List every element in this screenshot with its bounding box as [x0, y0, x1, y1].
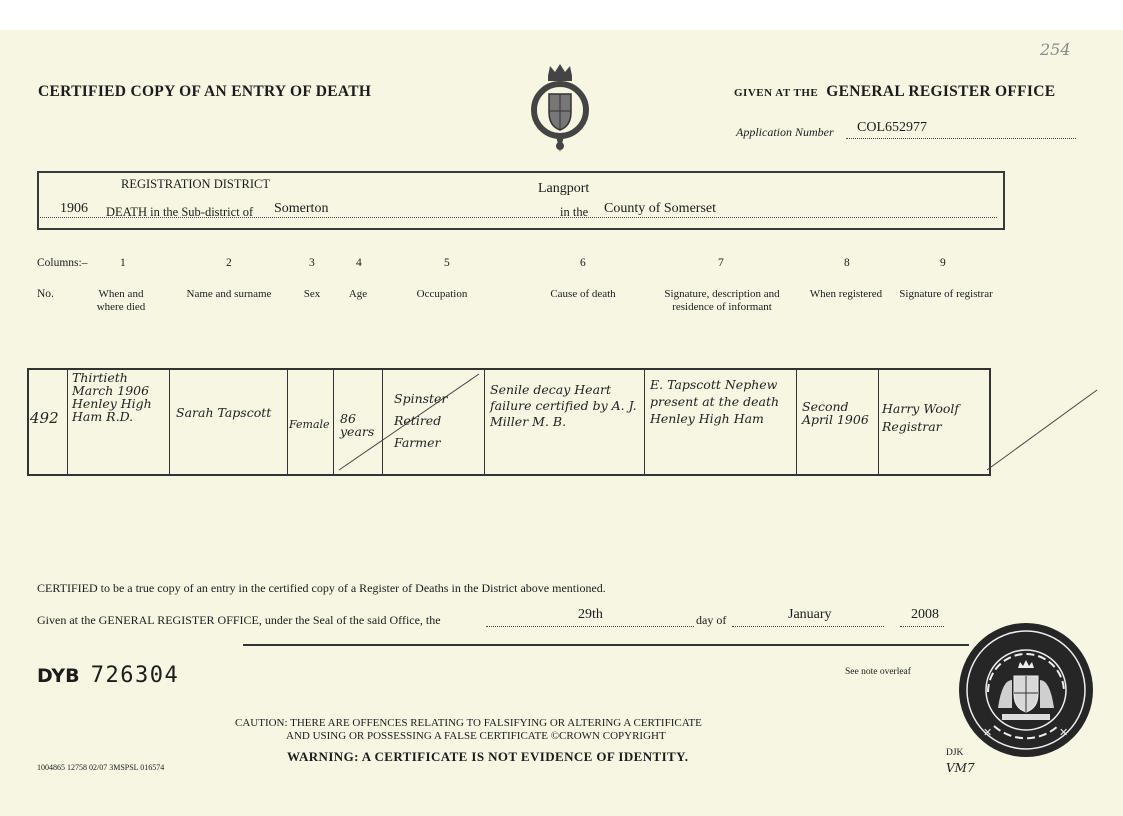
- office-title: GENERAL REGISTER OFFICE: [826, 83, 1056, 100]
- certificate-sheet: [0, 30, 1123, 816]
- entry-number: 492: [30, 409, 59, 427]
- column-number-1: 1: [120, 257, 126, 269]
- registration-district-label: REGISTRATION DISTRICT: [121, 177, 270, 191]
- royal-crest-icon: [530, 62, 590, 154]
- subdistrict: Somerton: [274, 201, 329, 216]
- entry-sex: Female: [289, 418, 330, 431]
- application-number: COL652977: [857, 120, 927, 135]
- registration-district: Langport: [538, 181, 590, 196]
- column-header-informant: Signature, description and residence of informant: [664, 288, 780, 313]
- svg-text:✕: ✕: [1059, 726, 1069, 739]
- column-header-when-where: When and where died: [96, 288, 146, 313]
- entry-informant: E. Tapscott Nephew present at the death Henley High Ham: [650, 377, 780, 426]
- certification-statement: CERTIFIED to be a true copy of an entry in the certified copy of a Register of Deaths in the District above mentioned.: [37, 581, 606, 595]
- footer-code: 1004865 12758 02/07 3MSPSL 016574: [37, 763, 165, 772]
- column-header-name: Name and surname: [186, 288, 272, 300]
- entry-age: 86 years: [340, 411, 375, 439]
- column-header-age: Age: [348, 288, 368, 300]
- certification-year: 2008: [911, 607, 939, 622]
- given-at-heading: [734, 83, 1055, 101]
- column-number-6: 6: [580, 257, 586, 269]
- entry-cause: Senile decay Heart failure certified by A. J. Miller M. B.: [490, 382, 637, 429]
- column-number-8: 8: [844, 257, 850, 269]
- column-header-no: No.: [37, 288, 54, 300]
- entry-when-registered: Second April 1906: [802, 399, 869, 427]
- corner-note: 254: [1040, 40, 1071, 59]
- caution-line-1: CAUTION: THERE ARE OFFENCES RELATING TO FALSIFYING OR ALTERING A CERTIFICATE: [235, 717, 702, 729]
- entry-close-line: [987, 388, 1099, 472]
- certificate-title: CERTIFIED COPY OF AN ENTRY OF DEATH: [38, 83, 372, 100]
- entry-occupation: Spinster Retired Farmer: [394, 391, 448, 450]
- entry-name: Sarah Tapscott: [176, 405, 272, 420]
- caution-line-2: AND USING OR POSSESSING A FALSE CERTIFICATE ©CROWN COPYRIGHT: [286, 730, 666, 742]
- divider-line: [243, 644, 969, 646]
- in-the-label: in the: [560, 205, 589, 219]
- entry-year: 1906: [60, 201, 88, 216]
- day-of-label: day of: [696, 613, 727, 627]
- serial-digits: 726304: [90, 663, 180, 688]
- column-header-when-registered: When registered: [809, 288, 883, 300]
- columns-label: Columns:–: [37, 257, 88, 269]
- subdistrict-label: DEATH in the Sub-district of: [106, 205, 254, 219]
- column-number-2: 2: [226, 257, 232, 269]
- application-number-label: Application Number: [736, 125, 834, 139]
- initials-handwritten: VM7: [946, 761, 975, 775]
- given-at-statement: Given at the GENERAL REGISTER OFFICE, under the Seal of the said Office, the: [37, 613, 441, 627]
- entry-when-where: Thirtieth March 1906 Henley High Ham R.D.: [72, 370, 152, 424]
- column-number-3: 3: [309, 257, 315, 269]
- column-header-cause: Cause of death: [550, 288, 616, 300]
- serial-number: [37, 663, 179, 688]
- serial-prefix: DYB: [37, 665, 80, 687]
- warning-text: WARNING: A CERTIFICATE IS NOT EVIDENCE OF IDENTITY.: [287, 749, 689, 764]
- column-header-occupation: Occupation: [416, 288, 468, 300]
- column-header-sex: Sex: [303, 288, 321, 300]
- column-number-7: 7: [718, 257, 724, 269]
- column-header-registrar: Signature of registrar: [899, 288, 993, 300]
- see-note-overleaf: See note overleaf: [845, 667, 911, 677]
- given-at-label: GIVEN AT THE: [734, 87, 819, 99]
- entry-registrar: Harry Woolf Registrar: [882, 401, 960, 434]
- column-number-5: 5: [444, 257, 450, 269]
- county: County of Somerset: [604, 201, 716, 216]
- initials-typed: DJK: [946, 748, 964, 758]
- gro-seal-icon: [958, 622, 1094, 758]
- certification-month: January: [788, 607, 832, 622]
- column-number-9: 9: [940, 257, 946, 269]
- column-number-4: 4: [356, 257, 362, 269]
- certification-day: 29th: [578, 607, 603, 622]
- svg-text:✕: ✕: [983, 726, 993, 739]
